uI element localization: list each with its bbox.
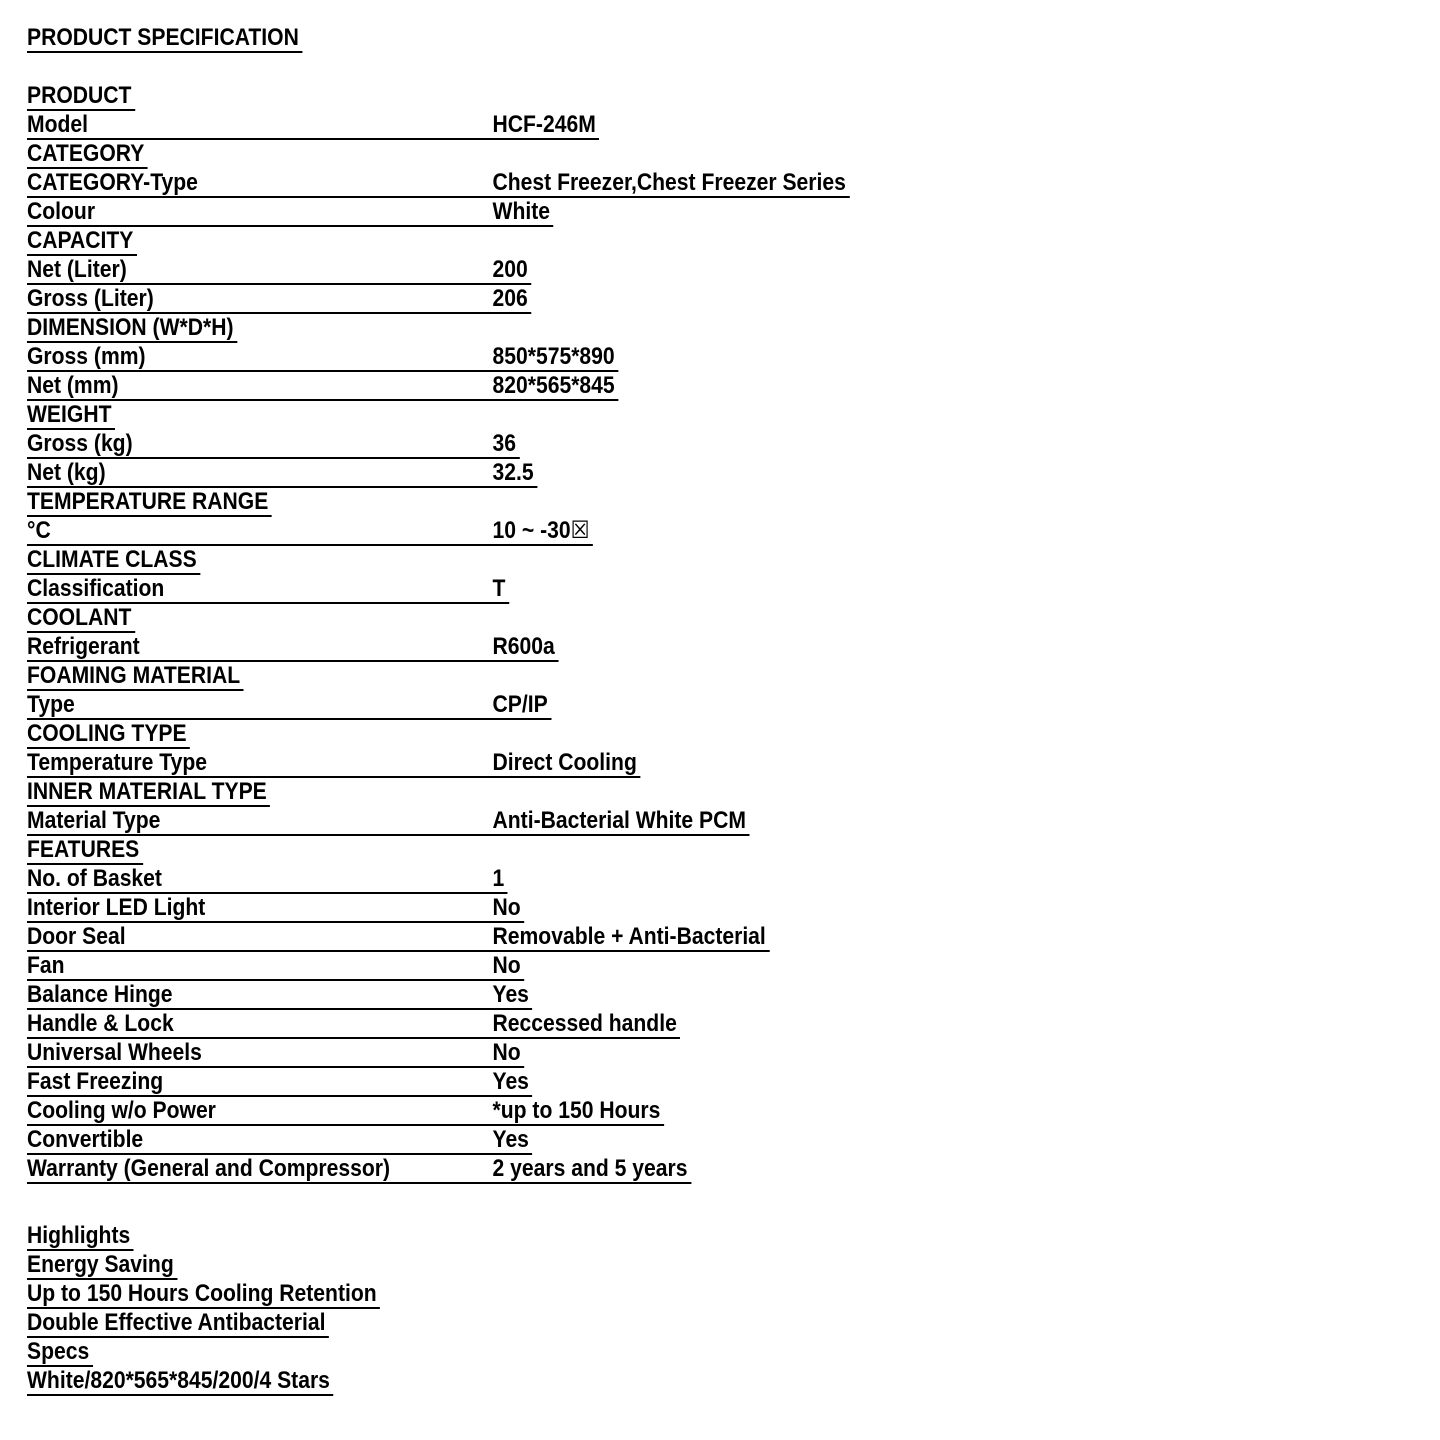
highlight-line-row	[27, 1280, 1440, 1309]
spec-row-line	[27, 1010, 680, 1039]
section-heading: CLIMATE CLASS	[27, 546, 200, 575]
spec-label: Net (mm)	[27, 372, 119, 399]
spec-value: Anti-Bacterial White PCM	[492, 807, 746, 834]
highlights-heading: Highlights	[27, 1222, 134, 1251]
section-heading: CAPACITY	[27, 227, 137, 256]
section-heading: DIMENSION (W*D*H)	[27, 314, 237, 343]
spec-value: R600a	[492, 633, 555, 660]
spec-value: 206	[492, 285, 528, 312]
spec-row	[27, 1068, 1440, 1097]
spec-row-line	[27, 256, 531, 285]
spec-row-line	[27, 894, 524, 923]
section-header-row	[27, 778, 1440, 807]
spec-row-line	[27, 1039, 524, 1068]
spec-value: Yes	[492, 1126, 529, 1153]
spec-value: No	[492, 952, 521, 979]
section-header-row	[27, 662, 1440, 691]
spec-value: 200	[492, 256, 528, 283]
spec-label: Colour	[27, 198, 96, 225]
spec-row-line	[27, 343, 618, 372]
spec-row-line	[27, 1126, 532, 1155]
spec-row-line	[27, 517, 593, 546]
spec-label: Fast Freezing	[27, 1068, 164, 1095]
spec-row-line	[27, 1097, 664, 1126]
section-header-row	[27, 227, 1440, 256]
section-header-row	[27, 140, 1440, 169]
spec-label: Net (Liter)	[27, 256, 127, 283]
title-gap	[27, 53, 1440, 82]
spec-row	[27, 459, 1440, 488]
spec-label: Refrigerant	[27, 633, 140, 660]
spec-value: Removable + Anti-Bacterial	[492, 923, 766, 950]
spec-value: 850*575*890	[492, 343, 615, 370]
spec-row	[27, 430, 1440, 459]
spec-row-line	[27, 749, 640, 778]
spec-label: Material Type	[27, 807, 161, 834]
spec-label: CATEGORY-Type	[27, 169, 198, 196]
spec-row-line	[27, 430, 520, 459]
product-specification-document	[27, 24, 1440, 1396]
spec-label: Interior LED Light	[27, 894, 206, 921]
spec-row	[27, 865, 1440, 894]
spec-row-line	[27, 633, 558, 662]
spec-row	[27, 1126, 1440, 1155]
spec-row-line	[27, 111, 599, 140]
spec-label: Convertible	[27, 1126, 144, 1153]
section-heading: PRODUCT	[27, 82, 135, 111]
spec-value: 2 years and 5 years	[492, 1155, 688, 1182]
spec-value: Yes	[492, 1068, 529, 1095]
spec-row	[27, 981, 1440, 1010]
spec-label: Universal Wheels	[27, 1039, 202, 1066]
spec-label: °C	[27, 517, 51, 544]
spec-value: 32.5	[492, 459, 534, 486]
section-header-row	[27, 401, 1440, 430]
highlight-line-row	[27, 1251, 1440, 1280]
spec-value: 10 ~ -30☒	[492, 517, 590, 544]
footer-gap	[27, 1184, 1440, 1222]
spec-row-line	[27, 169, 849, 198]
spec-row	[27, 111, 1440, 140]
section-heading: COOLING TYPE	[27, 720, 190, 749]
spec-value: Direct Cooling	[492, 749, 637, 776]
spec-value: Reccessed handle	[492, 1010, 677, 1037]
spec-row-line	[27, 372, 618, 401]
highlight-line: Energy Saving	[27, 1251, 177, 1280]
section-header-row	[27, 604, 1440, 633]
section-heading: WEIGHT	[27, 401, 115, 430]
spec-label: Temperature Type	[27, 749, 207, 776]
spec-row	[27, 807, 1440, 836]
spec-row-line	[27, 952, 524, 981]
spec-value: White	[492, 198, 551, 225]
spec-value: T	[492, 575, 506, 602]
highlights-list	[27, 1251, 1440, 1338]
spec-value: 1	[492, 865, 505, 892]
spec-row	[27, 169, 1440, 198]
section-header-row	[27, 488, 1440, 517]
spec-row	[27, 1155, 1440, 1184]
page-title: PRODUCT SPECIFICATION	[27, 24, 302, 53]
spec-label: No. of Basket	[27, 865, 162, 892]
spec-value: 820*565*845	[492, 372, 615, 399]
spec-value: *up to 150 Hours	[492, 1097, 661, 1124]
specs-value-row	[27, 1367, 1440, 1396]
spec-label: Net (kg)	[27, 459, 106, 486]
spec-row-line	[27, 865, 508, 894]
spec-row	[27, 517, 1440, 546]
spec-row-line	[27, 575, 509, 604]
spec-row	[27, 894, 1440, 923]
spec-row	[27, 575, 1440, 604]
spec-row	[27, 372, 1440, 401]
section-header-row	[27, 836, 1440, 865]
spec-label: Gross (mm)	[27, 343, 146, 370]
spec-label: Fan	[27, 952, 65, 979]
spec-row-line	[27, 198, 554, 227]
spec-row	[27, 923, 1440, 952]
section-heading: FEATURES	[27, 836, 143, 865]
spec-row-line	[27, 285, 531, 314]
spec-row-line	[27, 807, 750, 836]
highlights-heading-row	[27, 1222, 1440, 1251]
spec-row-line	[27, 459, 537, 488]
section-heading: COOLANT	[27, 604, 135, 633]
section-header-row	[27, 82, 1440, 111]
spec-row	[27, 952, 1440, 981]
spec-row	[27, 198, 1440, 227]
section-heading: TEMPERATURE RANGE	[27, 488, 272, 517]
spec-value: HCF-246M	[492, 111, 596, 138]
spec-label: Balance Hinge	[27, 981, 173, 1008]
section-header-row	[27, 546, 1440, 575]
section-header-row	[27, 314, 1440, 343]
spec-row-line	[27, 1155, 691, 1184]
spec-label: Warranty (General and Compressor)	[27, 1155, 391, 1182]
spec-value: 36	[492, 430, 517, 457]
spec-label: Model	[27, 111, 89, 138]
spec-row	[27, 691, 1440, 720]
spec-table	[27, 82, 1440, 1184]
highlight-line: Double Effective Antibacterial	[27, 1309, 329, 1338]
spec-label: Handle & Lock	[27, 1010, 174, 1037]
spec-value: No	[492, 894, 521, 921]
spec-row	[27, 285, 1440, 314]
spec-value: Yes	[492, 981, 529, 1008]
spec-row	[27, 1097, 1440, 1126]
highlight-line-row	[27, 1309, 1440, 1338]
specs-value: White/820*565*845/200/4 Stars	[27, 1367, 333, 1396]
spec-row-line	[27, 691, 551, 720]
spec-value: No	[492, 1039, 521, 1066]
spec-value: CP/IP	[492, 691, 548, 718]
spec-row-line	[27, 1068, 532, 1097]
spec-row-line	[27, 923, 769, 952]
spec-row	[27, 633, 1440, 662]
spec-row-line	[27, 981, 532, 1010]
title-row	[27, 24, 1440, 53]
section-header-row	[27, 720, 1440, 749]
spec-row	[27, 1010, 1440, 1039]
spec-label: Gross (Liter)	[27, 285, 154, 312]
section-heading: FOAMING MATERIAL	[27, 662, 244, 691]
highlights-section	[27, 1222, 1440, 1396]
section-heading: INNER MATERIAL TYPE	[27, 778, 270, 807]
specs-heading: Specs	[27, 1338, 93, 1367]
section-heading: CATEGORY	[27, 140, 148, 169]
highlight-line: Up to 150 Hours Cooling Retention	[27, 1280, 380, 1309]
spec-row	[27, 343, 1440, 372]
specs-heading-row	[27, 1338, 1440, 1367]
spec-row	[27, 1039, 1440, 1068]
spec-label: Gross (kg)	[27, 430, 133, 457]
spec-row	[27, 749, 1440, 778]
spec-label: Door Seal	[27, 923, 126, 950]
spec-label: Cooling w/o Power	[27, 1097, 216, 1124]
spec-label: Classification	[27, 575, 165, 602]
spec-row	[27, 256, 1440, 285]
spec-label: Type	[27, 691, 75, 718]
spec-value: Chest Freezer,Chest Freezer Series	[492, 169, 846, 196]
